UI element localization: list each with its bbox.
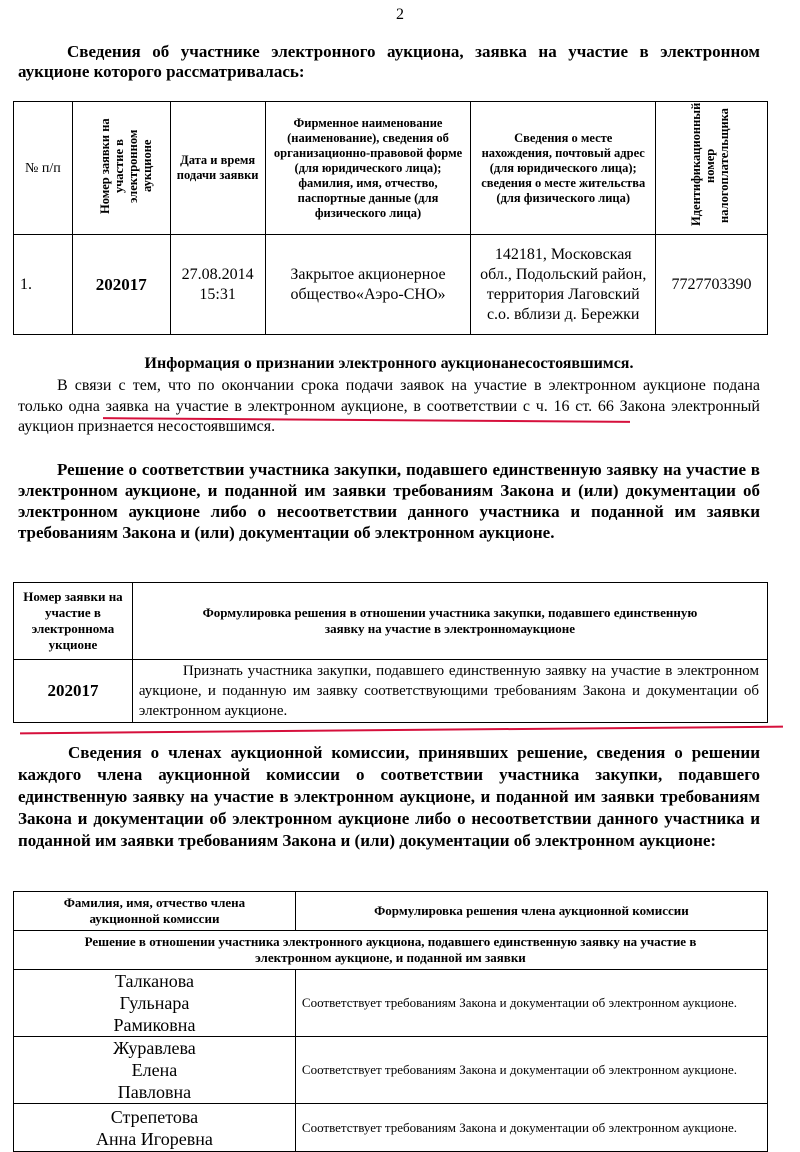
failed-auction-text: В связи с тем, что по окончании срока подачи заявок на участие в электронном аукционе подана только одна заявка на участие в электронном аукционе, в соответствии с ч. 16 ст. 66 Закона электронный аукцион признается несостоявшимся. — [18, 377, 760, 435]
header-num: № п/п — [14, 102, 73, 235]
row-address: 142181, Московская обл., Подольский район, территория Лаговский с.о. вблизи д. Бережки — [471, 235, 656, 335]
table-subheader-row — [14, 931, 768, 970]
header-member-name: Фамилия, имя, отчество члена аукционной комиссии — [14, 892, 296, 931]
decision-table — [13, 582, 768, 723]
commission-table — [13, 891, 768, 1152]
participant-table — [13, 101, 768, 335]
section-heading-participant: Сведения об участнике электронного аукциона, заявка на участие в электронном аукционе которого рассматривалась: — [18, 42, 760, 81]
section-heading-commission: Сведения о членах аукционной комиссии, принявших решение, сведения о решении каждого члена аукционной комиссии о соответствии участника закупки, подавшего единственную заявку на участие в электронном аукционе, и поданной им заявки требованиям Закона и документации об электронном аукционе либо о несоответствии данного участника и поданной им заявки требованиям Закона и (или) документации об электронном аукционе: — [18, 743, 760, 850]
table-row — [14, 235, 768, 335]
page-number: 2 — [396, 6, 404, 23]
underlined-phrase: подана только одна заявка на участие в электронном аукционе, в соответствии — [18, 377, 760, 415]
row-name: Закрытое акционерное общество«Аэро-СНО» — [265, 235, 471, 335]
row-datetime: 27.08.2014 15:31 — [170, 235, 265, 335]
header-decision: Формулировка решения в отношении участника закупки, подавшего единственную заявку на участие в электронномаукционе — [132, 583, 767, 660]
member-decision: Соответствует требованиям Закона и документации об электронном аукционе. — [295, 1037, 767, 1104]
header-name: Фирменное наименование (наименование), сведения об организационно-правовой форме (для юридического лица); фамилия, имя, отчество, паспортные данные (для физического лица) — [265, 102, 471, 235]
table-header-row — [14, 892, 768, 931]
table-row — [14, 1104, 768, 1152]
header-bid-number: Номер заявки на участие в электронном аукционе — [72, 102, 170, 235]
member-decision: Соответствует требованиям Закона и документации об электронном аукционе. — [295, 970, 767, 1037]
row-inn: 7727703390 — [656, 235, 768, 335]
header-address: Сведения о месте нахождения, почтовый адрес (для юридического лица); сведения о месте жительства (для физического лица) — [471, 102, 656, 235]
section-heading-decision: Решение о соответствии участника закупки, подавшего единственную заявку на участие в электронном аукционе, и поданной им заявки требованиям Закона и (или) документации об электронном аукционе либо о несоответствии данного участника и поданной им заявки требованиям Закона и (или) документации об электронном аукционе. — [18, 460, 760, 542]
table-header-row — [14, 102, 768, 235]
row-decision: Признать участника закупки, подавшего единственную заявку на участие в электронном аукционе, и поданную им заявку соответствующими требованиям Закона и документации об электронном аукционе. — [132, 660, 767, 723]
header-inn: Идентификационный номер налогоплательщика — [656, 102, 768, 235]
row-bid-number: 202017 — [14, 660, 133, 723]
table-row — [14, 970, 768, 1037]
table-header-row — [14, 583, 768, 660]
subheader-decision: Решение в отношении участника электронного аукциона, подавшего единственную заявку на участие в электронном аукционе, и поданной им заявки — [14, 931, 768, 970]
table-row — [14, 660, 768, 723]
member-decision: Соответствует требованиям Закона и документации об электронном аукционе. — [295, 1104, 767, 1152]
table-row — [14, 1037, 768, 1104]
member-name: Журавлева Елена Павловна — [14, 1037, 296, 1104]
row-bid-number: 202017 — [72, 235, 170, 335]
section-heading-failed-auction: Информация о признании электронного аукционанесостоявшимся. — [144, 355, 634, 372]
row-num: 1. — [14, 235, 73, 335]
member-name: Талканова Гульнара Рамиковна — [14, 970, 296, 1037]
header-bid-number: Номер заявки на участие в электроннома укционе — [14, 583, 133, 660]
member-name: Стрепетова Анна Игоревна — [14, 1104, 296, 1152]
header-member-decision: Формулировка решения члена аукционной комиссии — [295, 892, 767, 931]
red-underline-annotation — [20, 726, 783, 735]
header-datetime: Дата и время подачи заявки — [170, 102, 265, 235]
